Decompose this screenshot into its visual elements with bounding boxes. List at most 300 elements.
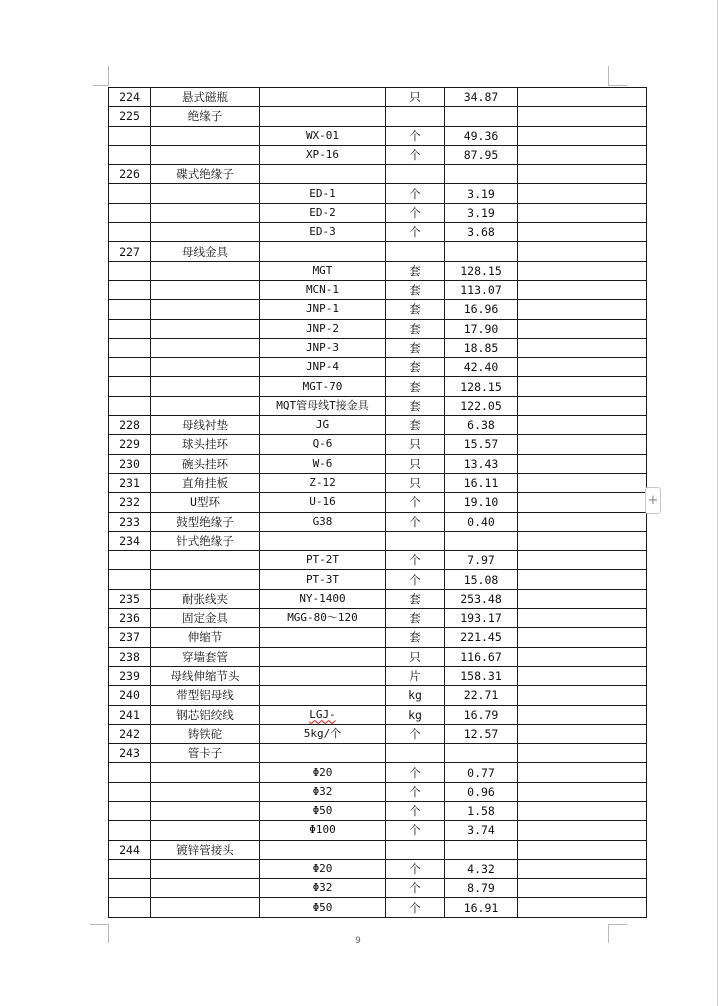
- cell-price: 113.07: [445, 280, 518, 299]
- price-table: [108, 87, 647, 918]
- cell-note: [518, 396, 647, 415]
- cell-item-no: 234: [109, 531, 151, 550]
- cell-note: [518, 782, 647, 801]
- cell-item-no: [109, 223, 151, 242]
- cell-item-no: 233: [109, 512, 151, 531]
- cell-item-no: [109, 898, 151, 917]
- cell-item-name: 带型铝母线: [151, 686, 260, 705]
- cell-item-name: [151, 377, 260, 396]
- table-row: [109, 261, 647, 280]
- table-row: [109, 435, 647, 454]
- cell-item-name: [151, 570, 260, 589]
- cell-price: 193.17: [445, 609, 518, 628]
- cell-unit: 个: [386, 512, 445, 531]
- cell-item-name: 球头挂环: [151, 435, 260, 454]
- cell-item-no: 230: [109, 454, 151, 473]
- cell-note: [518, 551, 647, 570]
- cell-item-name: [151, 763, 260, 782]
- table-row: [109, 126, 647, 145]
- cell-unit: 套: [386, 589, 445, 608]
- cell-note: [518, 416, 647, 435]
- cell-spec: [260, 840, 386, 859]
- table-row: [109, 107, 647, 126]
- cell-unit: 个: [386, 223, 445, 242]
- cell-unit: 片: [386, 666, 445, 685]
- cell-price: 15.57: [445, 435, 518, 454]
- cell-price: 22.71: [445, 686, 518, 705]
- table-row: [109, 358, 647, 377]
- cell-item-no: [109, 261, 151, 280]
- cell-item-no: [109, 280, 151, 299]
- cell-item-no: [109, 763, 151, 782]
- cell-unit: 个: [386, 801, 445, 820]
- cell-spec: Φ32: [260, 782, 386, 801]
- cell-spec: Φ100: [260, 821, 386, 840]
- cell-item-name: 绝缘子: [151, 107, 260, 126]
- table-row: [109, 589, 647, 608]
- cell-price: 7.97: [445, 551, 518, 570]
- cell-price: 19.10: [445, 493, 518, 512]
- cell-item-name: [151, 145, 260, 164]
- cell-item-name: 悬式磁瓶: [151, 88, 260, 107]
- cell-item-name: 伸缩节: [151, 628, 260, 647]
- table-row: [109, 782, 647, 801]
- table-row: [109, 763, 647, 782]
- cell-unit: 套: [386, 338, 445, 357]
- cell-price: 128.15: [445, 377, 518, 396]
- cell-price: 6.38: [445, 416, 518, 435]
- cell-item-no: [109, 570, 151, 589]
- cell-item-no: 241: [109, 705, 151, 724]
- cell-price: 158.31: [445, 666, 518, 685]
- cell-note: [518, 126, 647, 145]
- cell-note: [518, 840, 647, 859]
- cell-spec: ED-1: [260, 184, 386, 203]
- cell-price: [445, 744, 518, 763]
- cell-price: [445, 107, 518, 126]
- cell-unit: [386, 242, 445, 261]
- price-table-body: [109, 88, 647, 918]
- cell-spec: [260, 531, 386, 550]
- cell-note: [518, 609, 647, 628]
- cell-unit: 个: [386, 551, 445, 570]
- table-row: [109, 821, 647, 840]
- cell-spec: JNP-4: [260, 358, 386, 377]
- cell-unit: 套: [386, 396, 445, 415]
- crop-mark-bottom-left: [90, 924, 109, 943]
- cell-item-no: [109, 782, 151, 801]
- cell-unit: 套: [386, 416, 445, 435]
- cell-price: 16.79: [445, 705, 518, 724]
- cell-note: [518, 589, 647, 608]
- cell-item-name: U型环: [151, 493, 260, 512]
- table-row: [109, 724, 647, 743]
- cell-item-name: [151, 821, 260, 840]
- cell-spec: Φ50: [260, 898, 386, 917]
- table-row: [109, 203, 647, 222]
- cell-spec: JNP-2: [260, 319, 386, 338]
- cell-unit: kg: [386, 705, 445, 724]
- table-row: [109, 454, 647, 473]
- cell-spec: WX-01: [260, 126, 386, 145]
- cell-price: 4.32: [445, 859, 518, 878]
- cell-spec: [260, 647, 386, 666]
- table-row: [109, 377, 647, 396]
- cell-unit: 套: [386, 628, 445, 647]
- cell-note: [518, 280, 647, 299]
- cell-spec: PT-3T: [260, 570, 386, 589]
- cell-unit: 个: [386, 126, 445, 145]
- cell-unit: 只: [386, 435, 445, 454]
- cell-item-no: [109, 203, 151, 222]
- cell-price: 221.45: [445, 628, 518, 647]
- cell-spec: W-6: [260, 454, 386, 473]
- cell-price: [445, 165, 518, 184]
- cell-unit: 套: [386, 609, 445, 628]
- cell-item-no: [109, 396, 151, 415]
- table-row: [109, 165, 647, 184]
- cell-item-no: 244: [109, 840, 151, 859]
- cell-price: 122.05: [445, 396, 518, 415]
- cell-price: 87.95: [445, 145, 518, 164]
- cell-spec: MCN-1: [260, 280, 386, 299]
- cell-spec: ED-3: [260, 223, 386, 242]
- cell-item-no: [109, 300, 151, 319]
- cell-item-name: [151, 338, 260, 357]
- cell-spec: XP-16: [260, 145, 386, 164]
- cell-unit: kg: [386, 686, 445, 705]
- cell-spec: G38: [260, 512, 386, 531]
- cell-item-name: [151, 261, 260, 280]
- cell-item-name: [151, 782, 260, 801]
- cell-spec: ED-2: [260, 203, 386, 222]
- cell-unit: [386, 531, 445, 550]
- cell-item-name: [151, 280, 260, 299]
- table-row: [109, 416, 647, 435]
- table-row: [109, 647, 647, 666]
- cell-price: 16.96: [445, 300, 518, 319]
- cell-item-no: 237: [109, 628, 151, 647]
- cell-unit: 个: [386, 898, 445, 917]
- cell-spec: Z-12: [260, 473, 386, 492]
- cell-item-no: 242: [109, 724, 151, 743]
- cell-price: 0.40: [445, 512, 518, 531]
- cell-item-no: 231: [109, 473, 151, 492]
- cell-note: [518, 454, 647, 473]
- cell-price: 15.08: [445, 570, 518, 589]
- cell-unit: 个: [386, 570, 445, 589]
- cell-note: [518, 744, 647, 763]
- cell-item-name: 耐张线夹: [151, 589, 260, 608]
- cell-item-name: 碗头挂环: [151, 454, 260, 473]
- table-row: [109, 801, 647, 820]
- cell-price: 13.43: [445, 454, 518, 473]
- cell-item-name: [151, 358, 260, 377]
- cell-note: [518, 358, 647, 377]
- cell-item-name: [151, 859, 260, 878]
- table-row: [109, 609, 647, 628]
- cell-unit: [386, 744, 445, 763]
- cell-note: [518, 512, 647, 531]
- cell-price: 0.96: [445, 782, 518, 801]
- cell-unit: 套: [386, 261, 445, 280]
- cell-unit: 个: [386, 859, 445, 878]
- table-row: [109, 338, 647, 357]
- cell-note: [518, 647, 647, 666]
- crop-mark-bottom-right: [608, 924, 627, 943]
- cell-note: [518, 686, 647, 705]
- table-row: [109, 242, 647, 261]
- cell-item-no: [109, 879, 151, 898]
- cell-item-name: 母线伸缩节头: [151, 666, 260, 685]
- cell-unit: 套: [386, 377, 445, 396]
- cell-spec: MQT管母线T接金具: [260, 396, 386, 415]
- table-row: [109, 300, 647, 319]
- cell-price: 17.90: [445, 319, 518, 338]
- cell-item-no: 238: [109, 647, 151, 666]
- cell-note: [518, 242, 647, 261]
- cell-price: 18.85: [445, 338, 518, 357]
- cell-spec: [260, 666, 386, 685]
- cell-price: [445, 531, 518, 550]
- crop-mark-top-left: [93, 66, 109, 86]
- cell-item-name: [151, 898, 260, 917]
- table-row: [109, 223, 647, 242]
- cell-spec: MGG-80～120: [260, 609, 386, 628]
- cell-note: [518, 724, 647, 743]
- cell-note: [518, 859, 647, 878]
- cell-item-no: 228: [109, 416, 151, 435]
- cell-price: 3.68: [445, 223, 518, 242]
- cell-item-no: [109, 377, 151, 396]
- cell-unit: 套: [386, 358, 445, 377]
- table-row: [109, 512, 647, 531]
- cell-spec: JG: [260, 416, 386, 435]
- cell-unit: 个: [386, 879, 445, 898]
- cell-price: 34.87: [445, 88, 518, 107]
- cell-note: [518, 763, 647, 782]
- cell-unit: 套: [386, 300, 445, 319]
- table-row: [109, 879, 647, 898]
- cell-spec: [260, 628, 386, 647]
- cell-note: [518, 531, 647, 550]
- cell-note: [518, 473, 647, 492]
- cell-note: [518, 223, 647, 242]
- cell-item-no: [109, 126, 151, 145]
- cell-unit: [386, 107, 445, 126]
- cell-item-name: 针式绝缘子: [151, 531, 260, 550]
- table-row: [109, 570, 647, 589]
- cell-note: [518, 821, 647, 840]
- cell-item-no: 224: [109, 88, 151, 107]
- cell-item-no: [109, 551, 151, 570]
- cell-price: 16.11: [445, 473, 518, 492]
- cell-item-name: 钢芯铝绞线: [151, 705, 260, 724]
- cell-unit: 个: [386, 145, 445, 164]
- cell-note: [518, 184, 647, 203]
- cell-unit: [386, 840, 445, 859]
- cell-price: 12.57: [445, 724, 518, 743]
- cell-item-name: [151, 551, 260, 570]
- cell-item-name: 固定金具: [151, 609, 260, 628]
- cell-item-name: 镀锌管接头: [151, 840, 260, 859]
- cell-item-no: [109, 801, 151, 820]
- cell-item-name: [151, 184, 260, 203]
- cell-item-name: [151, 319, 260, 338]
- cell-spec: 5kg/个: [260, 724, 386, 743]
- cell-item-no: 226: [109, 165, 151, 184]
- cell-price: 0.77: [445, 763, 518, 782]
- cell-price: 1.58: [445, 801, 518, 820]
- cell-price: 8.79: [445, 879, 518, 898]
- cell-note: [518, 319, 647, 338]
- add-button[interactable]: +: [645, 487, 661, 514]
- cell-price: 3.19: [445, 203, 518, 222]
- cell-spec: Q-6: [260, 435, 386, 454]
- cell-item-no: 239: [109, 666, 151, 685]
- cell-price: 16.91: [445, 898, 518, 917]
- cell-item-name: [151, 801, 260, 820]
- cell-spec: [260, 88, 386, 107]
- cell-item-no: [109, 319, 151, 338]
- cell-price: 3.74: [445, 821, 518, 840]
- cell-note: [518, 88, 647, 107]
- cell-unit: 个: [386, 724, 445, 743]
- cell-note: [518, 705, 647, 724]
- cell-item-name: 母线金具: [151, 242, 260, 261]
- cell-note: [518, 666, 647, 685]
- cell-item-name: 碟式绝缘子: [151, 165, 260, 184]
- table-row: [109, 145, 647, 164]
- cell-spec: U-16: [260, 493, 386, 512]
- table-row: [109, 184, 647, 203]
- cell-spec: PT-2T: [260, 551, 386, 570]
- cell-note: [518, 879, 647, 898]
- cell-item-name: 管卡子: [151, 744, 260, 763]
- cell-item-no: 235: [109, 589, 151, 608]
- table-row: [109, 473, 647, 492]
- cell-item-name: [151, 300, 260, 319]
- cell-item-no: [109, 145, 151, 164]
- cell-item-no: 232: [109, 493, 151, 512]
- cell-spec: Φ20: [260, 859, 386, 878]
- cell-spec: Φ50: [260, 801, 386, 820]
- cell-item-name: 铸铁砣: [151, 724, 260, 743]
- cell-item-no: 243: [109, 744, 151, 763]
- cell-item-no: [109, 821, 151, 840]
- cell-note: [518, 300, 647, 319]
- cell-spec: JNP-1: [260, 300, 386, 319]
- cell-price: 253.48: [445, 589, 518, 608]
- cell-spec: [260, 242, 386, 261]
- cell-item-name: [151, 126, 260, 145]
- page-number: 9: [355, 936, 361, 946]
- cell-price: 3.19: [445, 184, 518, 203]
- cell-item-no: 236: [109, 609, 151, 628]
- table-row: [109, 628, 647, 647]
- cell-price: 42.40: [445, 358, 518, 377]
- cell-item-name: 穿墙套管: [151, 647, 260, 666]
- cell-note: [518, 898, 647, 917]
- cell-spec: [260, 744, 386, 763]
- cell-item-name: 母线衬垫: [151, 416, 260, 435]
- table-row: [109, 840, 647, 859]
- cell-item-no: [109, 859, 151, 878]
- cell-unit: 个: [386, 821, 445, 840]
- table-row: [109, 705, 647, 724]
- table-row: [109, 898, 647, 917]
- table-row: [109, 280, 647, 299]
- cell-unit: 只: [386, 88, 445, 107]
- table-row: [109, 551, 647, 570]
- cell-spec: JNP-3: [260, 338, 386, 357]
- cell-note: [518, 145, 647, 164]
- cell-item-no: 225: [109, 107, 151, 126]
- cell-price: 49.36: [445, 126, 518, 145]
- cell-item-name: [151, 879, 260, 898]
- table-row: [109, 744, 647, 763]
- cell-unit: 套: [386, 319, 445, 338]
- cell-spec: LGJ-: [260, 705, 386, 724]
- table-row: [109, 686, 647, 705]
- table-row: [109, 88, 647, 107]
- cell-item-no: [109, 184, 151, 203]
- cell-note: [518, 570, 647, 589]
- cell-spec: [260, 165, 386, 184]
- table-row: [109, 666, 647, 685]
- table-row: [109, 396, 647, 415]
- cell-note: [518, 165, 647, 184]
- cell-unit: 只: [386, 473, 445, 492]
- cell-spec: [260, 686, 386, 705]
- cell-spec: NY-1400: [260, 589, 386, 608]
- cell-price: [445, 840, 518, 859]
- cell-spec: MGT: [260, 261, 386, 280]
- cell-item-no: [109, 338, 151, 357]
- cell-note: [518, 261, 647, 280]
- cell-note: [518, 801, 647, 820]
- cell-note: [518, 628, 647, 647]
- cell-unit: 只: [386, 454, 445, 473]
- cell-price: 128.15: [445, 261, 518, 280]
- table-row: [109, 319, 647, 338]
- cell-unit: 个: [386, 203, 445, 222]
- cell-item-no: 229: [109, 435, 151, 454]
- table-row: [109, 859, 647, 878]
- cell-spec: MGT-70: [260, 377, 386, 396]
- cell-unit: 个: [386, 782, 445, 801]
- crop-mark-top-right: [608, 66, 627, 86]
- cell-unit: 个: [386, 763, 445, 782]
- cell-note: [518, 338, 647, 357]
- cell-unit: 只: [386, 647, 445, 666]
- cell-note: [518, 377, 647, 396]
- cell-note: [518, 203, 647, 222]
- cell-item-no: 227: [109, 242, 151, 261]
- cell-item-name: [151, 203, 260, 222]
- cell-item-no: [109, 358, 151, 377]
- cell-spec: [260, 107, 386, 126]
- cell-item-no: 240: [109, 686, 151, 705]
- cell-spec: Φ32: [260, 879, 386, 898]
- cell-item-name: 鼓型绝缘子: [151, 512, 260, 531]
- cell-item-name: [151, 396, 260, 415]
- table-row: [109, 493, 647, 512]
- cell-item-name: [151, 223, 260, 242]
- cell-note: [518, 107, 647, 126]
- cell-note: [518, 493, 647, 512]
- table-row: [109, 531, 647, 550]
